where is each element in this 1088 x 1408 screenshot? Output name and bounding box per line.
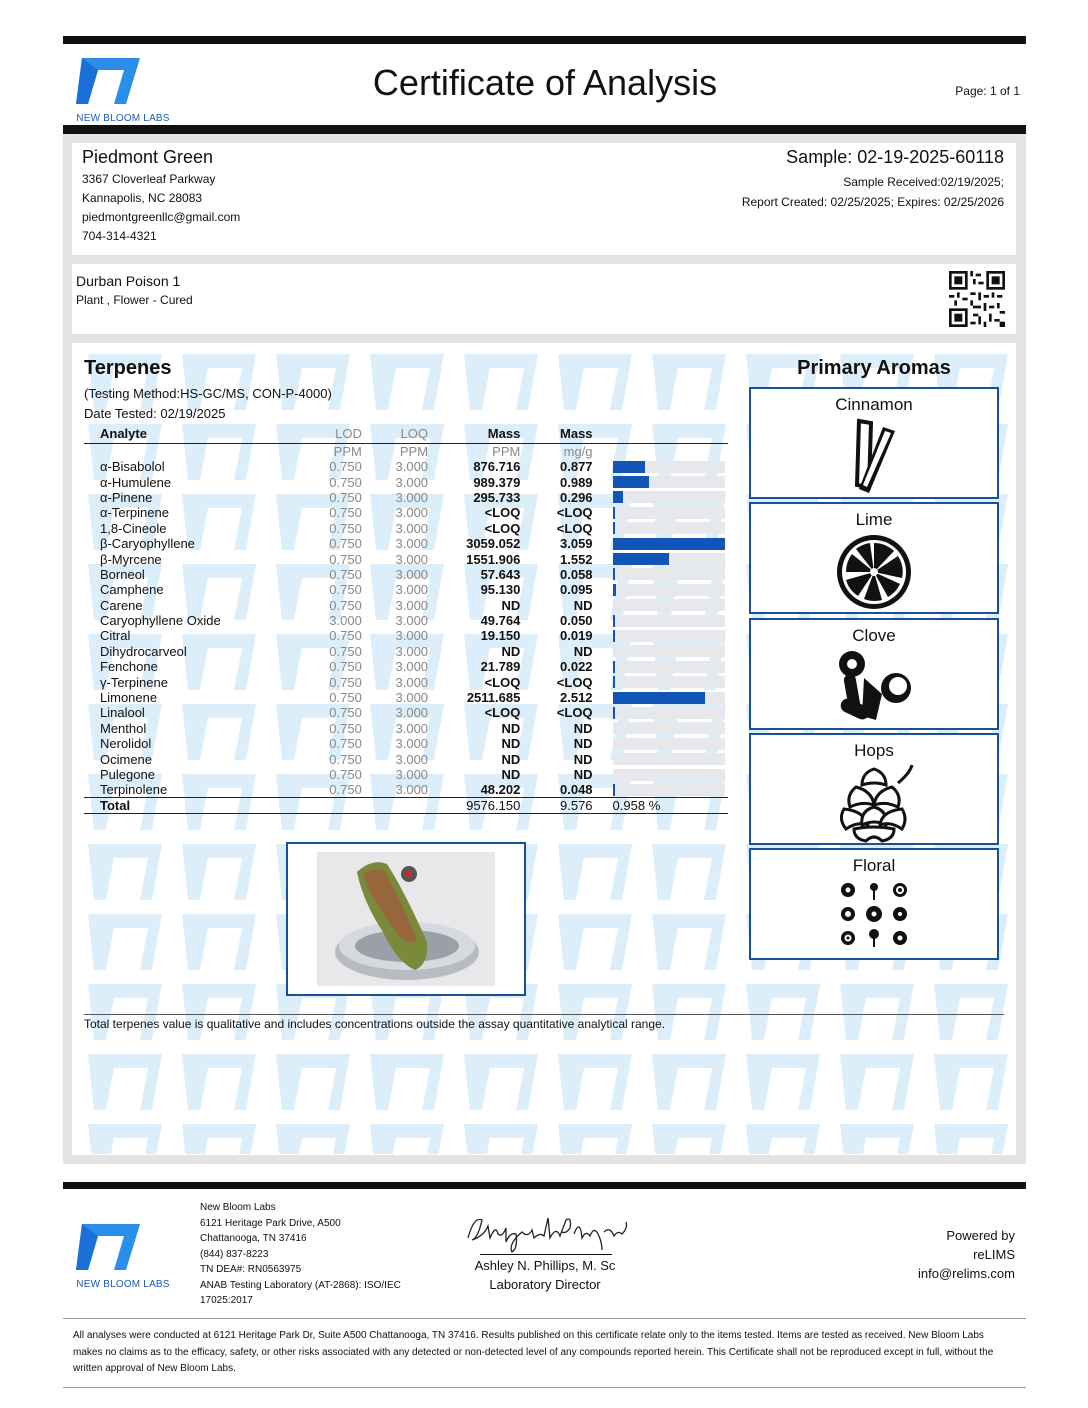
analyte-loq: 3.000 [395, 613, 429, 629]
table-units-row [84, 444, 728, 460]
analyte-loq: 3.000 [395, 566, 429, 582]
analyte-ppm: ND [501, 720, 521, 736]
client-phone: 704-314-4321 [82, 229, 157, 243]
footer-lab-logo-icon [68, 1222, 140, 1270]
analyte-name: Citral [100, 628, 131, 644]
table-row [84, 521, 728, 536]
analyte-bar-cell [593, 505, 728, 520]
table-row [84, 613, 728, 628]
analyte-mg: 0.050 [560, 613, 593, 629]
lab-line: New Bloom Labs [200, 1202, 276, 1213]
analyte-bar-cell [593, 567, 728, 582]
analyte-lod: 0.750 [329, 489, 362, 505]
analyte-lod: 0.750 [329, 459, 362, 475]
unit-loq: PPM [399, 444, 429, 459]
analyte-mg: 0.019 [560, 628, 593, 644]
analyte-bar-cell [593, 598, 728, 613]
analyte-bar-cell [593, 628, 728, 643]
aroma-label-cinnamon: Cinnamon [835, 395, 913, 414]
col-analyte: Analyte [84, 426, 315, 444]
testing-method: (Testing Method:HS-GC/MS, CON-P-4000) [84, 386, 332, 401]
analyte-bar-track [613, 645, 725, 657]
analyte-name: Menthol [100, 720, 147, 736]
table-row [84, 474, 728, 489]
analyte-bar-track [613, 615, 725, 627]
client-address1: 3367 Cloverleaf Parkway [82, 172, 216, 186]
analyte-bar-cell [593, 474, 728, 489]
unit-lod: PPM [333, 444, 362, 459]
sample-photo [317, 852, 495, 986]
analyte-mg: ND [573, 597, 593, 613]
analyte-ppm: 295.733 [473, 489, 521, 505]
analyte-mg: ND [573, 767, 593, 782]
analyte-name: α-Terpinene [100, 505, 169, 521]
table-row [84, 644, 728, 659]
analyte-mg: 2.512 [560, 690, 593, 706]
analyte-loq: 3.000 [395, 628, 429, 644]
analyte-lod: 0.750 [329, 674, 362, 690]
analyte-mg: 0.048 [560, 782, 593, 798]
clove-icon [832, 648, 916, 726]
lime-icon [834, 532, 914, 612]
analyte-bar-track [613, 491, 725, 503]
table-header-row [84, 426, 728, 444]
analyte-mg: 0.095 [560, 582, 593, 598]
analyte-name: α-Bisabolol [100, 459, 165, 475]
analyte-ppm: 95.130 [480, 582, 521, 598]
aromas-title: Primary Aromas [797, 357, 951, 379]
analyte-ppm: ND [501, 767, 521, 782]
lab-logo [68, 56, 178, 124]
analyte-bar-cell [593, 674, 728, 689]
unit-ppm: PPM [492, 444, 521, 459]
analyte-bar-track [613, 461, 725, 473]
footer-lab-logo [68, 1222, 178, 1290]
analyte-bar [613, 553, 670, 565]
analyte-bar-track [613, 692, 725, 704]
analyte-ppm: ND [501, 643, 521, 659]
analyte-mg: 0.022 [560, 659, 593, 675]
analyte-ppm: 49.764 [480, 613, 521, 629]
signature-image [462, 1208, 632, 1254]
analyte-bar-cell [593, 582, 728, 597]
powered-by-label: Powered by [946, 1228, 1015, 1243]
client-email: piedmontgreenllc@gmail.com [82, 210, 241, 224]
analyte-lod: 0.750 [329, 566, 362, 582]
page-title: Certificate of Analysis [372, 62, 718, 103]
analyte-bar [613, 692, 705, 704]
aroma-lime [749, 502, 999, 614]
analyte-lod: 0.750 [329, 474, 362, 490]
analyte-lod: 0.750 [329, 736, 362, 752]
analyte-name: Ocimene [100, 751, 153, 767]
analyte-bar [613, 507, 615, 519]
table-row [84, 505, 728, 520]
client-name: Piedmont Green [82, 147, 214, 167]
analyte-ppm: 876.716 [473, 459, 521, 475]
analyte-lod: 0.750 [329, 505, 362, 521]
analyte-ppm: 2511.685 [466, 690, 521, 706]
table-row [84, 674, 728, 689]
analyte-mg: <LOQ [556, 674, 593, 690]
qr-code-icon[interactable] [949, 271, 1005, 327]
analyte-mg: 0.989 [560, 474, 593, 490]
analyte-bar-track [613, 584, 725, 596]
analyte-mg: ND [573, 751, 593, 767]
analyte-bar [613, 661, 615, 673]
analyte-bar-cell [593, 767, 728, 782]
powered-by-block [870, 1226, 1015, 1283]
note-rule [84, 1014, 1004, 1015]
signer-name: Ashley N. Phillips, M. Sc [474, 1258, 616, 1273]
analyte-name: Linalool [100, 705, 145, 721]
analyte-bar-cell [593, 751, 728, 766]
analyte-mg: ND [573, 643, 593, 659]
analyte-loq: 3.000 [395, 751, 429, 767]
analyte-name: α-Pinene [100, 489, 153, 505]
analyte-ppm: ND [501, 736, 521, 752]
analyte-bar-track [613, 753, 725, 765]
table-row [84, 628, 728, 643]
analyte-name: 1,8-Cineole [100, 520, 167, 536]
total-loq [362, 798, 428, 814]
signer-title: Laboratory Director [489, 1277, 601, 1292]
disclaimer-top-rule [63, 1318, 1026, 1319]
analyte-mg: 0.877 [560, 459, 593, 475]
analyte-loq: 3.000 [395, 720, 429, 736]
lab-address-block [200, 1200, 430, 1309]
lab-line: Chattanooga, TN 37416 [200, 1233, 307, 1244]
table-row [84, 459, 728, 474]
total-mg: 9.576 [520, 798, 592, 814]
analyte-name: Terpinolene [100, 782, 168, 798]
analyte-bar-track [613, 522, 725, 534]
table-row [84, 567, 728, 582]
analyte-bar-cell [593, 536, 728, 551]
analyte-name: β-Caryophyllene [100, 536, 195, 552]
analyte-bar-track [613, 784, 725, 796]
analyte-lod: 0.750 [329, 720, 362, 736]
terpenes-note: Total terpenes value is qualitative and includes concentrations outside the assay quantitative analytical range. [84, 1017, 666, 1031]
analyte-bar-track [613, 661, 725, 673]
analyte-bar-track [613, 599, 725, 611]
signature-line [480, 1254, 612, 1255]
analyte-lod: 0.750 [329, 551, 362, 567]
lab-logo-text: NEW BLOOM LABS [76, 113, 170, 124]
analyte-bar-track [613, 553, 725, 565]
analyte-mg: ND [573, 720, 593, 736]
client-address2: Kannapolis, NC 28083 [82, 191, 203, 205]
analyte-bar-cell [593, 613, 728, 628]
analyte-bar-track [613, 738, 725, 750]
analyte-bar [613, 491, 624, 503]
terpenes-table-body [84, 426, 728, 814]
analyte-mg: ND [573, 736, 593, 752]
analyte-loq: 3.000 [395, 551, 429, 567]
analyte-lod: 0.750 [329, 582, 362, 598]
col-lod: LOD [315, 426, 362, 444]
analyte-bar-cell [593, 705, 728, 720]
analyte-name: Limonene [100, 690, 158, 706]
analyte-ppm: <LOQ [484, 520, 521, 536]
analyte-name: Dihydrocarveol [100, 643, 187, 659]
unit-mg: mg/g [563, 444, 593, 459]
analyte-lod: 0.750 [329, 767, 362, 782]
analyte-mg: <LOQ [556, 505, 593, 521]
analyte-ppm: ND [501, 751, 521, 767]
sample-info [640, 147, 1004, 212]
table-row [84, 659, 728, 674]
analyte-name: Pulegone [100, 767, 155, 782]
table-row [84, 551, 728, 566]
analyte-loq: 3.000 [395, 489, 429, 505]
aroma-floral [749, 848, 999, 960]
sample-id: Sample: 02-19-2025-60118 [786, 147, 1004, 167]
analyte-bar [613, 676, 615, 688]
hops-icon [832, 763, 916, 843]
analyte-bar [613, 522, 615, 534]
table-row [84, 782, 728, 798]
lab-logo-icon [68, 56, 140, 104]
analyte-mg: 0.296 [560, 489, 593, 505]
analyte-loq: 3.000 [395, 582, 429, 598]
powered-by-product: reLIMS [973, 1247, 1015, 1262]
aroma-clove [749, 618, 999, 730]
product-box [72, 264, 1016, 334]
analyte-bar [613, 784, 615, 796]
table-row [84, 536, 728, 551]
analyte-bar-cell [593, 659, 728, 674]
powered-by-email[interactable]: info@relims.com [918, 1266, 1015, 1281]
table-row [84, 736, 728, 751]
analyte-lod: 0.750 [329, 782, 362, 798]
lab-line: 17025:2017 [200, 1295, 253, 1306]
analyte-lod: 0.750 [329, 597, 362, 613]
analyte-bar-track [613, 722, 725, 734]
page-number: Page: 1 of 1 [955, 84, 1020, 98]
product-name: Durban Poison 1 [76, 273, 181, 289]
aroma-cinnamon [749, 387, 999, 499]
floral-icon [834, 878, 914, 948]
analyte-mg: <LOQ [556, 705, 593, 721]
analyte-loq: 3.000 [395, 736, 429, 752]
analyte-loq: 3.000 [395, 505, 429, 521]
analyte-ppm: 989.379 [473, 474, 521, 490]
analyte-bar-cell [593, 551, 728, 566]
col-mass-ppm: Mass [428, 426, 520, 444]
analyte-mg: 0.058 [560, 566, 593, 582]
table-row [84, 721, 728, 736]
analyte-ppm: ND [501, 597, 521, 613]
analyte-mg: 1.552 [560, 551, 593, 567]
analyte-ppm: 21.789 [480, 659, 521, 675]
analyte-ppm: 57.643 [480, 566, 521, 582]
disclaimer-text: All analyses were conducted at 6121 Heritage Park Dr, Suite A500 Chattanooga, TN 37416. Results published on this certificate relate only to the items tested. Items are tested as received. New Bloom Labs makes no claims as to the efficacy, safety, or other risks associated with any detected or non-detected level of any compounds reported herein. This Certificate shall not be reproduced except in full, without the written approval of New Bloom Labs. [73, 1330, 994, 1374]
analyte-ppm: <LOQ [484, 505, 521, 521]
table-row [84, 490, 728, 505]
analyte-bar-cell [593, 459, 728, 474]
product-type: Plant , Flower - Cured [76, 293, 193, 307]
analyte-bar-cell [593, 736, 728, 751]
analyte-loq: 3.000 [395, 674, 429, 690]
unit-analyte [84, 444, 315, 460]
analyte-lod: 0.750 [329, 643, 362, 659]
analyte-mg: <LOQ [556, 520, 593, 536]
table-row [84, 690, 728, 705]
aroma-label-hops: Hops [854, 741, 894, 760]
analyte-bar-cell [593, 644, 728, 659]
analyte-name: Caryophyllene Oxide [100, 613, 221, 629]
table-row [84, 705, 728, 720]
cinnamon-icon [839, 417, 909, 495]
analyte-lod: 0.750 [329, 628, 362, 644]
analyte-ppm: 48.202 [480, 782, 521, 798]
table-row [84, 751, 728, 766]
analyte-name: Borneol [100, 566, 145, 582]
analyte-ppm: <LOQ [484, 705, 521, 721]
analyte-bar [613, 538, 725, 550]
analyte-loq: 3.000 [395, 536, 429, 552]
analyte-loq: 3.000 [395, 643, 429, 659]
analyte-bar-track [613, 538, 725, 550]
analyte-bar-track [613, 676, 725, 688]
analyte-ppm: 1551.906 [466, 551, 521, 567]
aroma-label-floral: Floral [852, 856, 896, 875]
analyte-name: Nerolidol [100, 736, 152, 752]
col-bar [593, 426, 728, 444]
analyte-lod: 0.750 [329, 536, 362, 552]
aroma-label-clove: Clove [852, 626, 896, 645]
analyte-lod: 0.750 [329, 751, 362, 767]
footer-lab-logo-text: NEW BLOOM LABS [76, 1279, 170, 1290]
total-percent: 0.958 % [593, 798, 728, 814]
analyte-bar-cell [593, 521, 728, 536]
analyte-ppm: 19.150 [480, 628, 521, 644]
analyte-bar [613, 476, 649, 488]
analyte-bar-track [613, 507, 725, 519]
signer-block [455, 1256, 635, 1294]
analyte-bar [613, 461, 645, 473]
analyte-bar-track [613, 769, 725, 781]
analyte-bar-cell [593, 490, 728, 505]
analyte-bar-cell [593, 690, 728, 705]
analyte-bar [613, 568, 615, 580]
analyte-bar-track [613, 707, 725, 719]
analyte-lod: 3.000 [329, 613, 362, 629]
client-info [82, 147, 240, 246]
total-lod [315, 798, 362, 814]
analyte-name: β-Myrcene [100, 551, 162, 567]
analyte-name: α-Humulene [100, 474, 172, 490]
analyte-loq: 3.000 [395, 459, 429, 475]
col-mass-mg: Mass [520, 426, 592, 444]
analyte-loq: 3.000 [395, 767, 429, 782]
analyte-loq: 3.000 [395, 474, 429, 490]
analyte-bar-cell [593, 721, 728, 736]
analyte-bar [613, 615, 615, 627]
table-row [84, 767, 728, 782]
col-loq: LOQ [362, 426, 428, 444]
analyte-loq: 3.000 [395, 659, 429, 675]
analyte-bar [613, 707, 615, 719]
analyte-bar-track [613, 568, 725, 580]
total-label: Total [84, 798, 315, 814]
analyte-name: γ-Terpinene [100, 674, 168, 690]
sample-received: Sample Received:02/19/2025; [843, 175, 1004, 189]
table-row [84, 582, 728, 597]
aroma-label-lime: Lime [855, 510, 893, 529]
date-tested: Date Tested: 02/19/2025 [84, 406, 226, 421]
header-top-rule [63, 36, 1026, 44]
analyte-lod: 0.750 [329, 705, 362, 721]
analyte-loq: 3.000 [395, 705, 429, 721]
analyte-lod: 0.750 [329, 659, 362, 675]
unit-bar [593, 444, 728, 460]
disclaimer-bottom-rule [63, 1387, 1026, 1388]
footer-top-rule [63, 1182, 1026, 1189]
terpenes-table [84, 426, 728, 814]
analyte-loq: 3.000 [395, 597, 429, 613]
analyte-lod: 0.750 [329, 690, 362, 706]
analyte-loq: 3.000 [395, 520, 429, 536]
analyte-loq: 3.000 [395, 690, 429, 706]
lab-line: TN DEA#: RN0563975 [200, 1264, 302, 1275]
analyte-bar [613, 630, 615, 642]
total-ppm: 9576.150 [428, 798, 520, 814]
lab-line: 6121 Heritage Park Drive, A500 [200, 1217, 341, 1229]
analyte-bar [613, 584, 616, 596]
lab-line: ANAB Testing Laboratory (AT-2868): ISO/IEC [200, 1279, 401, 1291]
analyte-name: Carene [100, 597, 143, 613]
terpenes-title: Terpenes [84, 357, 172, 379]
analyte-mg: 3.059 [560, 536, 593, 552]
header-bottom-rule [63, 125, 1026, 134]
report-dates: Report Created: 02/25/2025; Expires: 02/25/2026 [741, 195, 1004, 209]
analyte-bar-cell [593, 782, 728, 798]
aroma-hops [749, 733, 999, 845]
lab-line: (844) 837-8223 [200, 1248, 269, 1260]
analyte-ppm: <LOQ [484, 674, 521, 690]
analyte-bar-track [613, 630, 725, 642]
analyte-name: Fenchone [100, 659, 158, 675]
table-total-row [84, 798, 728, 814]
table-row [84, 598, 728, 613]
analyte-name: Camphene [100, 582, 164, 598]
analyte-loq: 3.000 [395, 782, 429, 798]
analyte-lod: 0.750 [329, 520, 362, 536]
analyte-bar-track [613, 476, 725, 488]
product-info [76, 273, 193, 307]
analyte-ppm: 3059.052 [466, 536, 521, 552]
